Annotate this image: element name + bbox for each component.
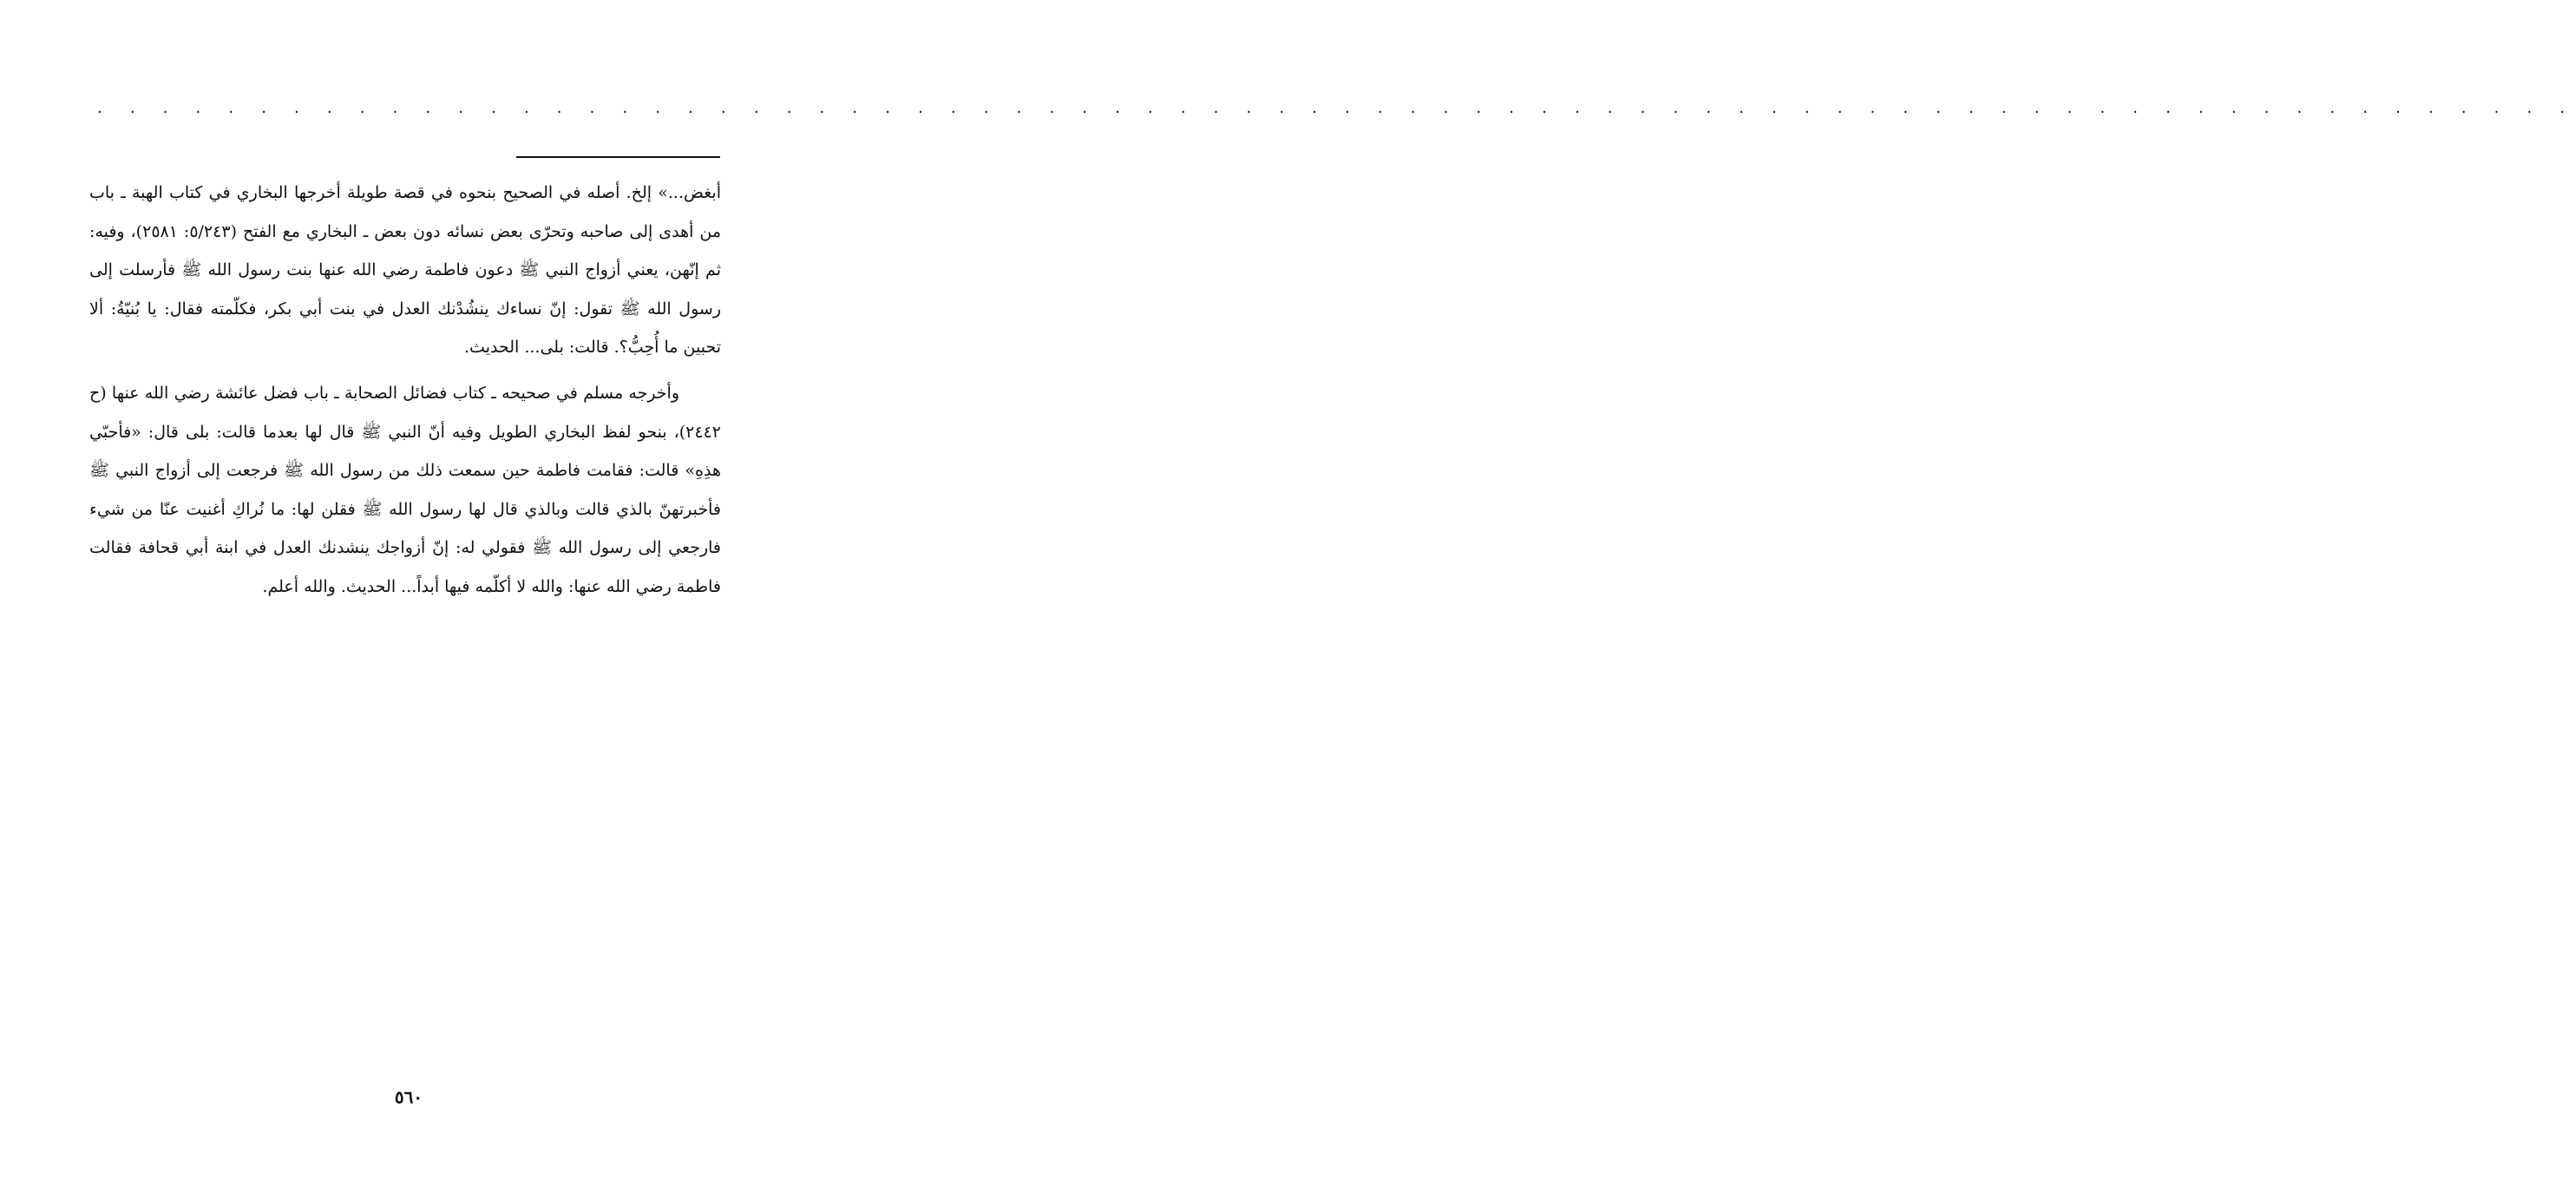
footnote-paragraph-1: أبغض...» إلخ. أصله في الصحيح بنحوه في قصة طويلة أخرجها البخاري في كتاب الهبة ـ باب من أهدى إلى صاحبه وتحرّى بعض نسائه دون بعض ـ البخاري مع الفتح (٥/٢٤٣: ٢٥٨١)، وفيه: ثم إنّهن، يعني أزواج النبي ﷺ دعون فاطمة رضي الله عنها بنت رسول الله ﷺ فأرسلت إلى رسول الله ﷺ تقول: إنّ نساءك ينشُدْنك العدل في بنت أبي بكر، فكلّمته فقال: يا بُنيّةُ: ألا تحبين ما أُحِبُّ؟. قالت: بلى... الحديث. [89, 183, 721, 358]
page-number: ٥٦٠ [394, 1087, 423, 1107]
footnote-paragraph-2: وأخرجه مسلم في صحيحه ـ كتاب فضائل الصحابة ـ باب فضل عائشة رضي الله عنها (ح ٢٤٤٢)، بنحو لفظ البخاري الطويل وفيه أنّ النبي ﷺ قال لها بعدما قالت: بلى قال: «فأحبّي هذِهِ» قالت: فقامت فاطمة حين سمعت ذلك من رسول الله ﷺ فرجعت إلى أزواج النبي ﷺ فأخبرتهنّ بالذي قالت وبالذي قال لها رسول الله ﷺ فقلن لها: ما نُراكِ أغنيت عنّا من شيء فارجعي إلى رسول الله ﷺ فقولي له: إنّ أزواجك ينشدنك العدل في ابنة أبي قحافة فقالت فاطمة رضي الله عنها: والله لا أكلّمه فيها أبداً... الحديث. والله أعلم. [89, 383, 721, 596]
footnote-body [89, 174, 721, 607]
footnote-rule [516, 156, 720, 158]
dotted-separator [97, 103, 2576, 122]
separator-dots: · · · · · · · · · · · · · · · · · · · · · · · · · · · · · · · · · · · · · · · · · · · · · · · · · · · · · · · · · · · · · · · · · · · · · · · · · · · · [97, 103, 2576, 122]
